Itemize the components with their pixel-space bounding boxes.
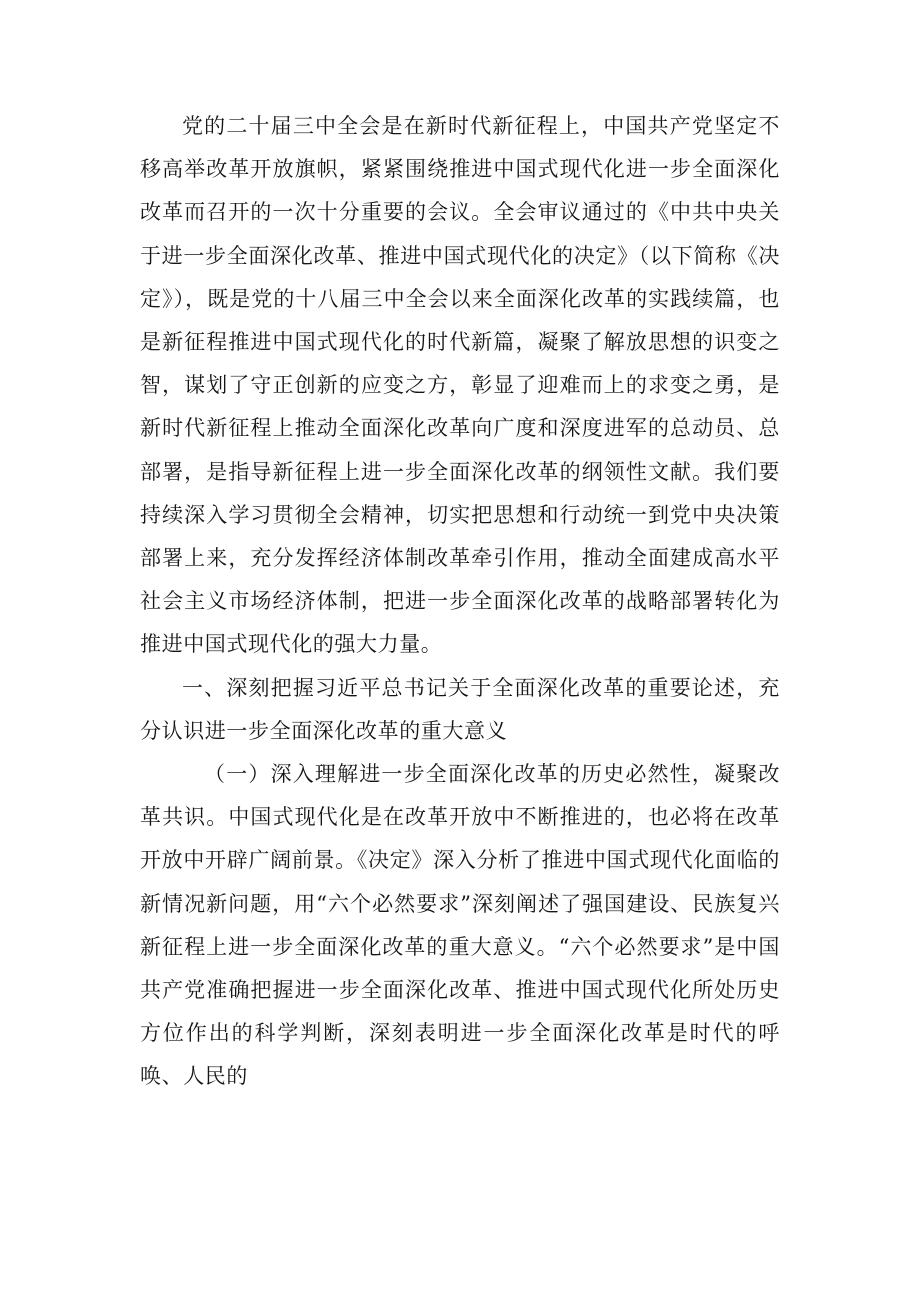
- document-body: [140, 105, 780, 1099]
- section-heading: 一、深刻把握习近平总书记关于全面深化改革的重要论述，充分认识进一步全面深化改革的重大意义: [140, 675, 780, 743]
- intro-paragraph: 党的二十届三中全会是在新时代新征程上，中国共产党坚定不移高举改革开放旗帜，紧紧围绕推进中国式现代化进一步全面深化改革而召开的一次十分重要的会议。全会审议通过的《中共中央关于进一步全面深化改革、推进中国式现代化的决定》（以下简称《决定》），既是党的十八届三中全会以来全面深化改革的实践续篇，也是新征程推进中国式现代化的时代新篇，凝聚了解放思想的识变之智，谋划了守正创新的应变之方，彰显了迎难而上的求变之勇，是新时代新征程上推动全面深化改革向广度和深度进军的总动员、总部署，是指导新征程上进一步全面深化改革的纲领性文献。我们要持续深入学习贯彻全会精神，切实把思想和行动统一到党中央决策部署上来，充分发挥经济体制改革牵引作用，推动全面建成高水平社会主义市场经济体制，把进一步全面深化改革的战略部署转化为推进中国式现代化的强大力量。: [140, 114, 780, 657]
- subsection-paragraph: （一）深入理解进一步全面深化改革的历史必然性，凝聚改革共识。中国式现代化是在改革开放中不断推进的，也必将在改革开放中开辟广阔前景。《决定》深入分析了推进中国式现代化面临的新情况新问题，用“六个必然要求”深刻阐述了强国建设、民族复兴新征程上进一步全面深化改革的重大意义。“六个必然要求”是中国共产党准确把握进一步全面深化改革、推进中国式现代化所处历史方位作出的科学判断，深刻表明进一步全面深化改革是时代的呼唤、人民的: [140, 762, 781, 1089]
